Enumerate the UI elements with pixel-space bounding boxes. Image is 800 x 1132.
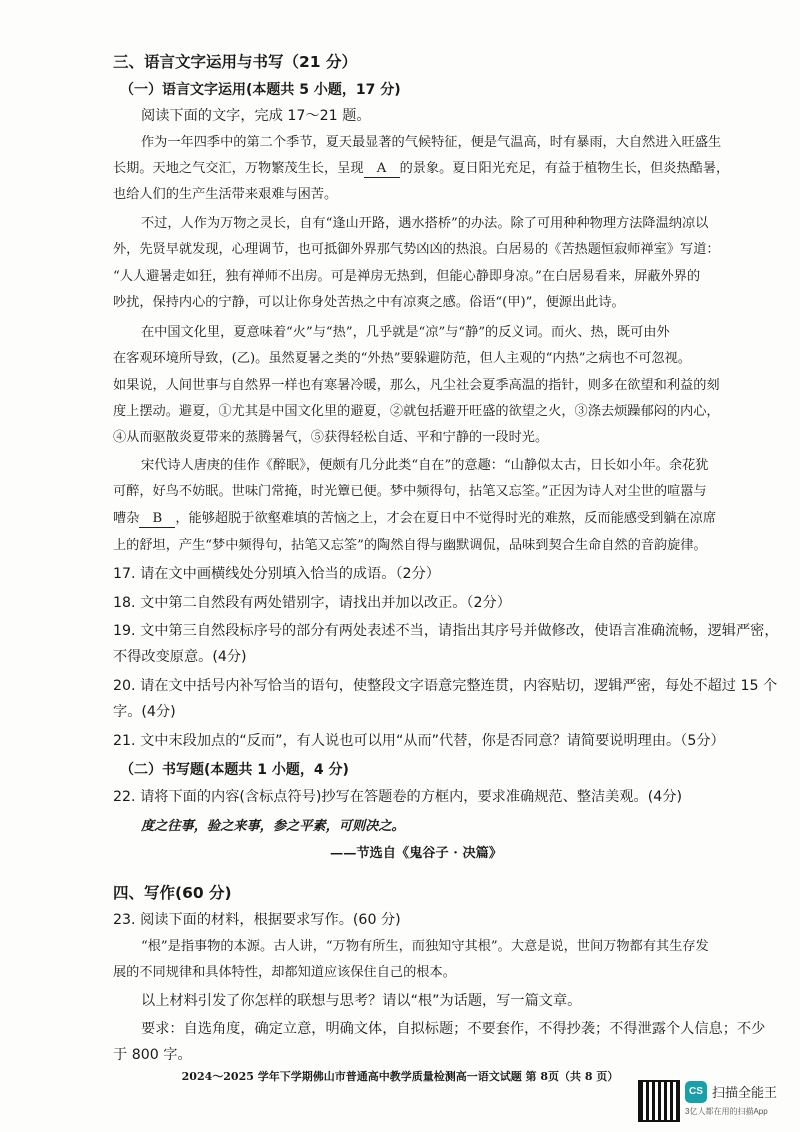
material-line1: “根”是指事物的本源。古人讲，“万物有所生，而独知守其根”。大意是说，世间万物都有其生存发 bbox=[141, 939, 709, 954]
camscanner-logo-icon: CS bbox=[685, 1081, 707, 1103]
question-17: 17. 请在文中画横线处分别填入恰当的成语。（2分） bbox=[113, 566, 440, 582]
qr-code bbox=[638, 1080, 680, 1122]
quote: 度之往事，验之来事，参之平素，可则决之。 bbox=[141, 819, 405, 834]
p2-line4: 吵扰，保持内心的宁静，可以让你身处苦热之中有凉爽之感。俗语“(甲)”，便源出此诗。 bbox=[113, 295, 625, 310]
watermark-tagline: 3亿人都在用的扫描App bbox=[685, 1107, 768, 1116]
p4-line4: 上的舒坦，产生“梦中频得句，拈笔又忘筌”的陶然自得与幽默调侃，品味到契合生命自然的音韵旋律。 bbox=[113, 538, 707, 553]
p2-line1: 不过，人作为万物之灵长，自有“逢山开路，遇水搭桥”的办法。除了可用种种物理方法降温纳凉以 bbox=[141, 216, 709, 231]
p4-line2: 可醉，好鸟不妨眠。世味门常掩，时光簟已便。梦中频得句，拈笔又忘筌。”正因为诗人对尘世的喧嚣与 bbox=[113, 484, 707, 499]
p2-line2: 外，先贤早就发现，心理调节，也可抵御外界那气势凶凶的热浪。白居易的《苦热题恒寂师禅室》写道： bbox=[113, 242, 720, 257]
question-21: 21. 文中末段加点的“反而”，有人说也可以用“从而”代替，你是否同意？请简要说明理由。（5分） bbox=[113, 733, 725, 749]
p1-line2: 长期。天地之气交汇，万物繁茂生长，呈现 A 的景象。夏日阳光充足，有益于植物生长，但炎热酷暑， bbox=[113, 161, 730, 176]
quote-source: ——节选自《鬼谷子 · 决篇》 bbox=[330, 846, 503, 861]
p1-line1: 作为一年四季中的第二个季节，夏天最显著的气候特征，便是气温高，时有暴雨，大自然进入旺盛生 bbox=[141, 135, 722, 150]
section3-title: 三、语言文字运用与书写（21 分） bbox=[113, 53, 357, 71]
watermark-name: 扫描全能王 bbox=[712, 1085, 778, 1100]
question-20-line1: 20. 请在文中括号内补写恰当的语句，使整段文字语意完整连贯，内容贴切，逻辑严密，每处不超过 15 个 bbox=[113, 678, 778, 694]
p3-line2: 在客观环境所导致，(乙)。虽然夏暑之类的“外热”要躲避防范，但人主观的“内热”之病也不可忽视。 bbox=[113, 351, 691, 366]
blank-a: A bbox=[364, 161, 400, 178]
p4-line1: 宋代诗人唐庚的佳作《醉眠》，便颇有几分此类“自在”的意趣：“山静似太古，日长如小年。余花犹 bbox=[141, 458, 709, 473]
p1-line3: 也给人们的生产生活带来艰难与困苦。 bbox=[113, 187, 338, 202]
instruction: 阅读下面的文字，完成 17～21 题。 bbox=[141, 108, 371, 124]
p2-line3: “人人避暑走如狂，独有禅师不出房。可是禅房无热到，但能心静即身凉。”在白居易看来，屏蔽外界的 bbox=[113, 269, 701, 284]
p3-line5: ④从而驱散炎夏带来的蒸腾暑气，⑤获得轻松自适、平和宁静的一段时光。 bbox=[113, 430, 549, 445]
question-19-line2: 不得改变原意。(4分) bbox=[113, 649, 247, 665]
question-19-line1: 19. 文中第三自然段标序号的部分有两处表述不当，请指出其序号并做修改，使语言准确流畅，逻辑严密， bbox=[113, 623, 779, 639]
sub1-title: （一）语言文字运用(本题共 5 小题，17 分) bbox=[120, 82, 401, 98]
question-23: 23. 阅读下面的材料，根据要求写作。(60 分) bbox=[113, 912, 401, 928]
requirements-line2: 于 800 字。 bbox=[113, 1047, 192, 1063]
writing-prompt: 以上材料引发了你怎样的联想与思考？请以“根”为话题，写一篇文章。 bbox=[141, 993, 582, 1009]
p4-line3: 嘈杂 B ，能够超脱于欲壑难填的苦恼之上，才会在夏日中不觉得时光的难熬，反而能感受到躺在凉席 bbox=[113, 511, 717, 526]
p3-line4: 度上摆动。避夏，①尤其是中国文化里的避夏，②就包括避开旺盛的欲望之火，③涤去烦躁郁闷的内心， bbox=[113, 404, 720, 419]
question-18: 18. 文中第二自然段有两处错别字，请找出并加以改正。（2分） bbox=[113, 595, 511, 611]
requirements-line1: 要求：自选角度，确定立意，明确文体，自拟标题；不要套作，不得抄袭；不得泄露个人信息；不少 bbox=[141, 1021, 766, 1037]
question-22: 22. 请将下面的内容(含标点符号)抄写在答题卷的方框内，要求准确规范、整洁美观。(4分) bbox=[113, 789, 682, 805]
sub2-title: （二）书写题(本题共 1 小题，4 分) bbox=[120, 762, 349, 778]
blank-b: B bbox=[139, 511, 175, 528]
p3-line3: 如果说，人间世事与自然界一样也有寒暑冷暖，那么，凡尘社会夏季高温的指针，则多在欲望和利益的刻 bbox=[113, 378, 720, 393]
section4-title: 四、写作(60 分) bbox=[113, 884, 232, 902]
p3-line1: 在中国文化里，夏意味着“火”与“热”，几乎就是“凉”与“静”的反义词。而火、热，既可由外 bbox=[141, 325, 670, 340]
question-20-line2: 字。(4分) bbox=[113, 704, 176, 720]
material-line2: 展的不同规律和具体特性，却都知道应该保住自己的根本。 bbox=[113, 965, 456, 980]
page-footer: 2024～2025 学年下学期佛山市普通高中教学质量检测高一语文试题 第 8页（共 8 页） bbox=[181, 1070, 619, 1083]
